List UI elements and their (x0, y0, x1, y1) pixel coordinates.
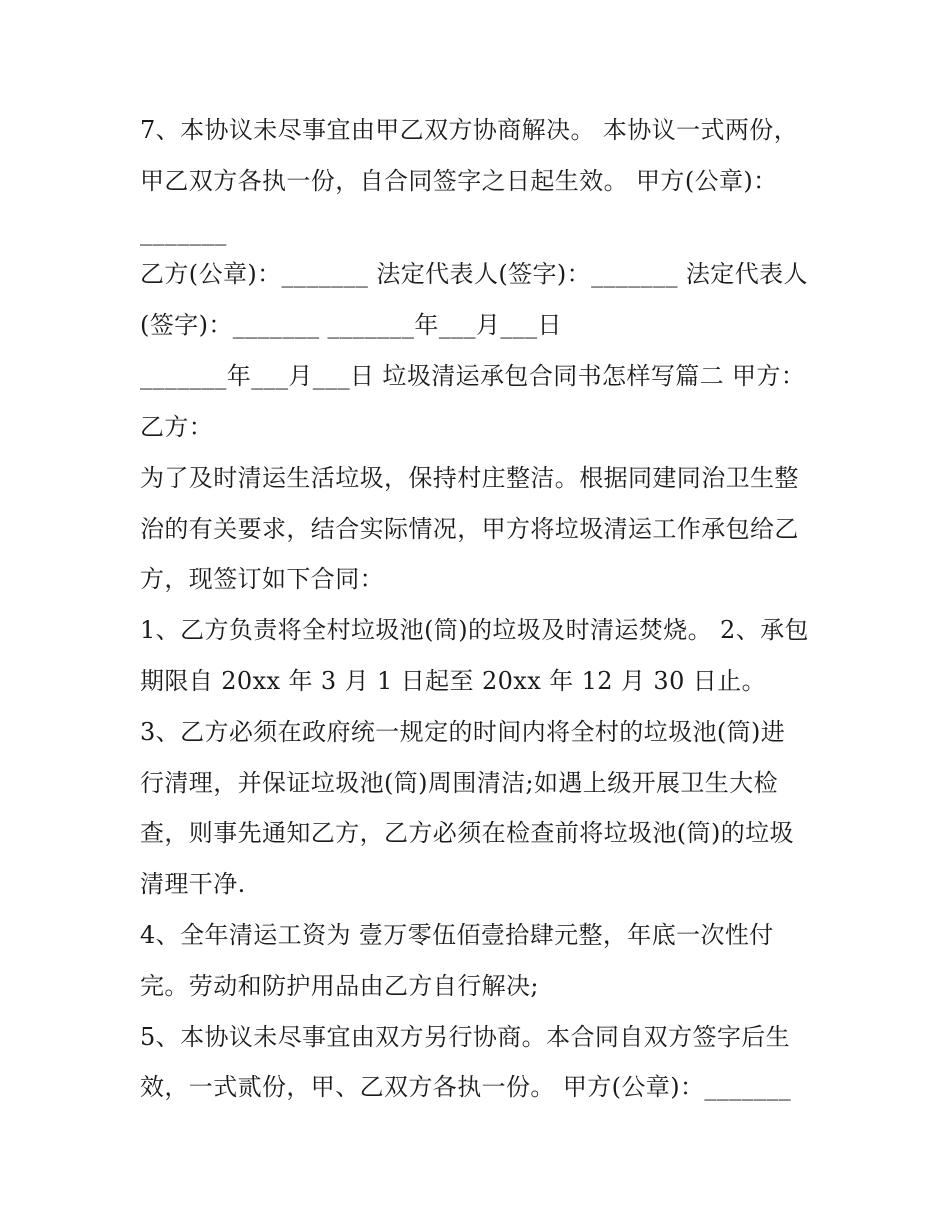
text-line: 4、全年清运工资为 壹万零伍佰壹拾肆元整，年底一次性付 (140, 921, 774, 949)
text-line: 甲乙双方各执一份，自合同签字之日起生效。 甲方(公章)： (140, 167, 778, 195)
text-line: 完。劳动和防护用品由乙方自行解决; (140, 972, 539, 1000)
text-line: 乙方(公章)：_______ 法定代表人(签字)：_______ 法定代表人 (140, 260, 808, 288)
text-line: 7、本协议未尽事宜由甲乙双方协商解决。 本协议一式两份， (140, 116, 799, 144)
text-line: 期限自 20xx 年 3 月 1 日起至 20xx 年 12 月 30 日止。 (140, 667, 766, 695)
text-line: 效，一式贰份，甲、乙双方各执一份。 甲方(公章)：_______ (140, 1073, 792, 1101)
text-line: 3、乙方必须在政府统一规定的时间内将全村的垃圾池(筒)进 (140, 718, 786, 746)
text-line: 行清理，并保证垃圾池(筒)周围清洁;如遇上级开展卫生大检 (140, 769, 779, 797)
text-line: 治的有关要求，结合实际情况，甲方将垃圾清运工作承包给乙 (140, 515, 799, 543)
text-line: 1、乙方负责将全村垃圾池(筒)的垃圾及时清运焚烧。 2、承包 (140, 616, 809, 644)
text-line: 方，现签订如下合同： (140, 565, 384, 593)
text-line: 为了及时清运生活垃圾，保持村庄整洁。根据同建同治卫生整 (140, 464, 799, 492)
text-line: _______ (140, 218, 227, 246)
text-line: 乙方： (140, 413, 214, 441)
text-line: (签字)：_______ _______年___月___日 (140, 311, 562, 339)
text-line: _______年___月___日 垃圾清运承包合同书怎样写篇二 甲方： (140, 362, 806, 390)
text-line: 清理干净. (140, 870, 246, 898)
text-line: 5、本协议未尽事宜由双方另行协商。本合同自双方签字后生 (140, 1023, 791, 1051)
text-line: 查，则事先通知乙方，乙方必须在检查前将垃圾池(筒)的垃圾 (140, 819, 794, 847)
